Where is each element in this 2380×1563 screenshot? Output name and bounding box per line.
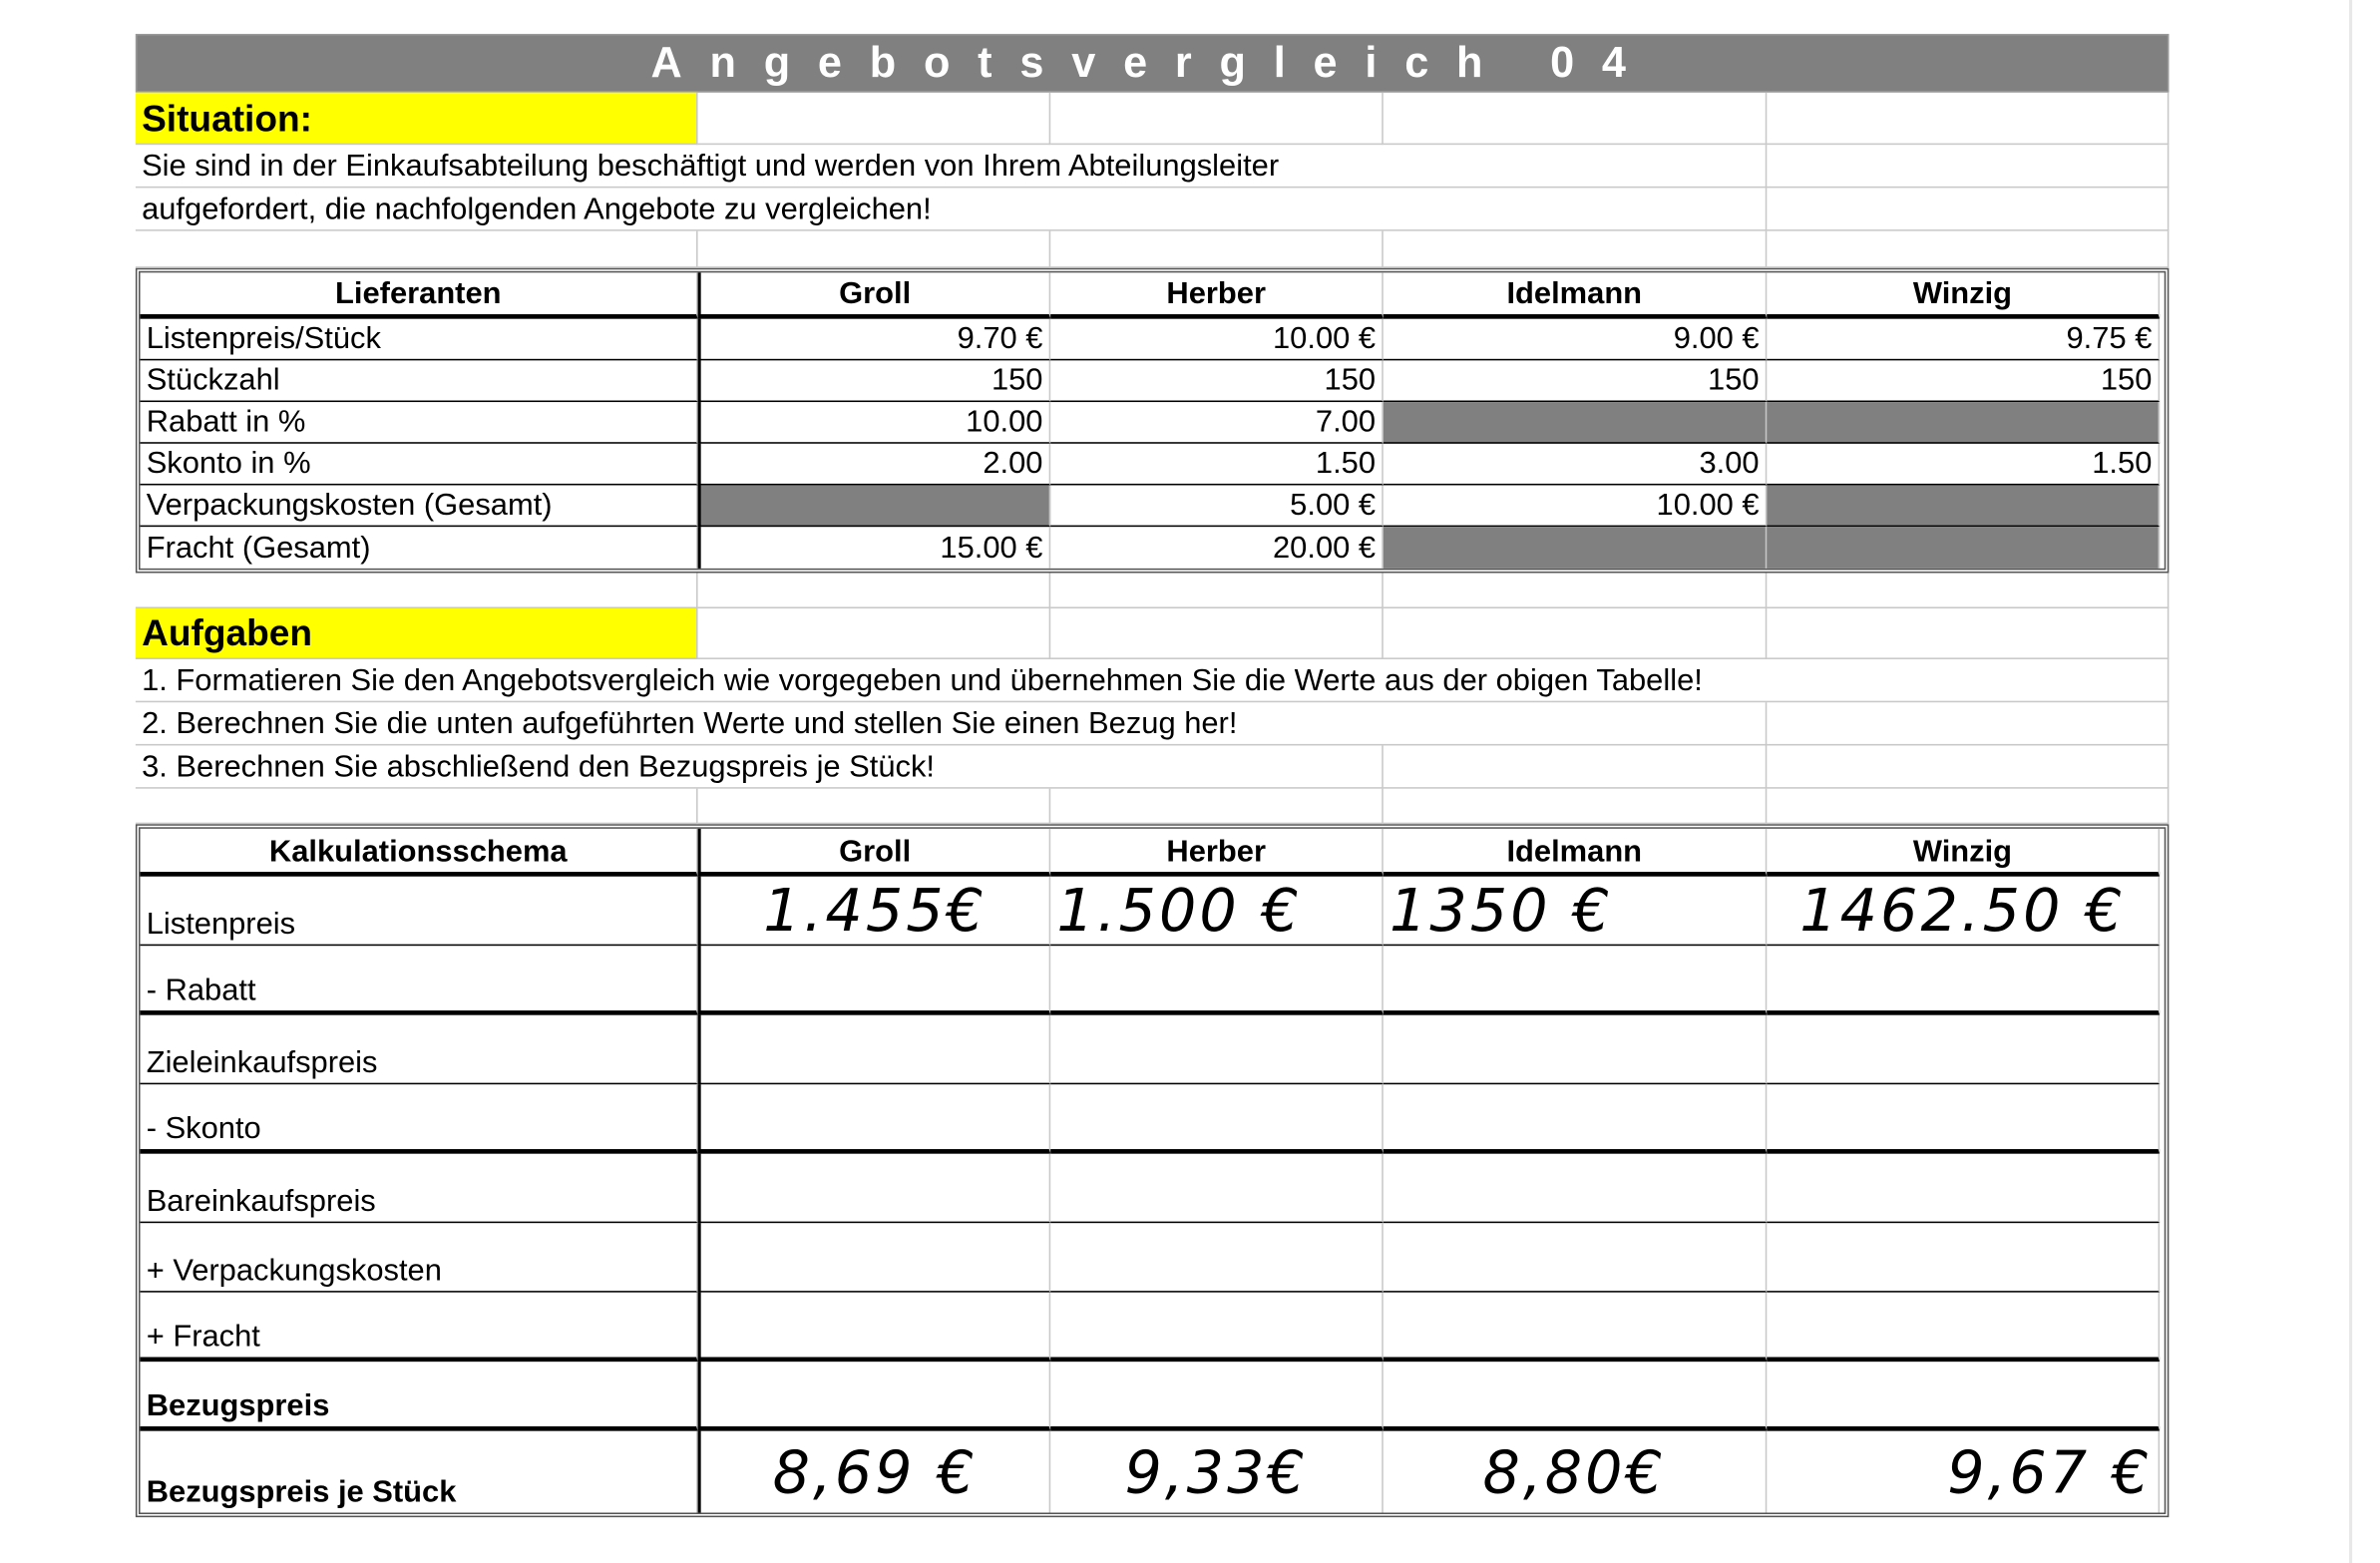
offers-header-row — [141, 272, 2165, 318]
calc-cell[interactable] — [698, 946, 1051, 1014]
empty-cell[interactable] — [1767, 93, 2169, 146]
empty-cell[interactable] — [136, 789, 698, 825]
calc-cell[interactable] — [698, 1362, 1051, 1430]
calc-row — [141, 1154, 2165, 1223]
offers-header-herber[interactable]: Herber — [1050, 272, 1384, 318]
calc-row — [141, 946, 2165, 1014]
offers-cell[interactable]: 10.00 — [698, 402, 1051, 444]
offers-row-label[interactable]: Skonto in % — [141, 444, 698, 486]
empty-cell[interactable] — [1767, 188, 2169, 230]
task-row — [136, 745, 2169, 788]
calc-row — [141, 877, 2165, 946]
empty-cell[interactable] — [1767, 745, 2169, 788]
empty-cell[interactable] — [1050, 231, 1384, 268]
offers-header-label[interactable]: Lieferanten — [141, 272, 698, 318]
task-row — [136, 702, 2169, 745]
calc-cell[interactable] — [698, 1154, 1051, 1223]
calc-cell[interactable] — [698, 1084, 1051, 1153]
calc-cell[interactable] — [1050, 1293, 1384, 1362]
calc-cell[interactable] — [1050, 1362, 1384, 1430]
offers-cell[interactable]: 150 — [698, 360, 1051, 402]
task-item-2[interactable]: 2. Berechnen Sie die unten aufgeführten Werte und stellen Sie einen Bezug her! — [136, 702, 1767, 745]
calc-cell[interactable] — [1384, 1154, 1768, 1223]
calc-header-label[interactable]: Kalkulationsschema — [141, 829, 698, 877]
empty-cell[interactable] — [1767, 573, 2169, 608]
offers-cell-blocked[interactable] — [1767, 527, 2160, 569]
calc-cell[interactable] — [1384, 1362, 1768, 1430]
empty-cell[interactable] — [1384, 789, 1768, 825]
situation-text-row — [136, 188, 2169, 230]
empty-cell[interactable] — [1384, 608, 1768, 659]
calc-cell[interactable] — [1767, 1362, 2160, 1430]
offers-row — [141, 527, 2165, 569]
calc-handwritten-value[interactable]: 8,80€ — [1384, 1431, 1768, 1513]
calc-cell[interactable] — [698, 1293, 1051, 1362]
offers-cell-blocked[interactable] — [1767, 485, 2160, 527]
empty-cell[interactable] — [1767, 608, 2169, 659]
tasks-heading[interactable]: Aufgaben — [136, 608, 698, 659]
offers-cell[interactable]: 9.00 € — [1384, 319, 1768, 361]
calc-cell[interactable] — [1767, 1084, 2160, 1153]
offers-cell-blocked[interactable] — [698, 485, 1051, 527]
offers-header-groll[interactable]: Groll — [698, 272, 1051, 318]
calculation-table — [136, 824, 2169, 1517]
calc-row-label[interactable]: - Skonto — [141, 1084, 698, 1153]
calc-row-label[interactable]: Bareinkaufspreis — [141, 1154, 698, 1223]
offers-row — [141, 444, 2165, 486]
calc-handwritten-value[interactable]: 1462.50 € — [1767, 877, 2160, 946]
offers-cell[interactable]: 2.00 — [698, 444, 1051, 486]
offers-row-label[interactable]: Stückzahl — [141, 360, 698, 402]
offers-table — [136, 268, 2169, 574]
empty-cell[interactable] — [136, 573, 698, 608]
situation-line-2[interactable]: aufgefordert, die nachfolgenden Angebote zu vergleichen! — [136, 188, 1767, 230]
calc-cell[interactable] — [1384, 1084, 1768, 1153]
calc-row-label[interactable]: + Fracht — [141, 1293, 698, 1362]
calc-cell[interactable] — [1384, 1223, 1768, 1292]
spacer-row — [136, 789, 2169, 825]
offers-cell-blocked[interactable] — [1767, 402, 2160, 444]
calc-row — [141, 1431, 2165, 1513]
offers-cell[interactable]: 1.50 — [1050, 444, 1384, 486]
offers-cell[interactable]: 1.50 — [1767, 444, 2160, 486]
task-item-3[interactable]: 3. Berechnen Sie abschließend den Bezugspreis je Stück! — [136, 745, 1384, 788]
offers-cell[interactable]: 3.00 — [1384, 444, 1768, 486]
calc-cell[interactable] — [1767, 1015, 2160, 1084]
offers-cell[interactable]: 5.00 € — [1050, 485, 1384, 527]
empty-cell[interactable] — [1050, 789, 1384, 825]
offers-cell[interactable]: 150 — [1050, 360, 1384, 402]
calc-row — [141, 1362, 2165, 1430]
offers-cell-blocked[interactable] — [1384, 402, 1768, 444]
calc-header-row — [141, 829, 2165, 877]
offers-row-label[interactable]: Verpackungskosten (Gesamt) — [141, 485, 698, 527]
empty-cell[interactable] — [1384, 745, 1768, 788]
calc-handwritten-value[interactable]: 9,33€ — [1050, 1431, 1384, 1513]
spacer-row — [136, 573, 2169, 608]
calc-cell[interactable] — [1050, 1223, 1384, 1292]
offers-cell[interactable]: 9.75 € — [1767, 319, 2160, 361]
calc-handwritten-value[interactable]: 8,69 € — [698, 1431, 1051, 1513]
offers-header-idelmann[interactable]: Idelmann — [1384, 272, 1768, 318]
worksheet-grid — [136, 34, 2169, 1517]
page-edge-divider — [2349, 0, 2352, 1563]
calc-cell[interactable] — [698, 1223, 1051, 1292]
calc-cell[interactable] — [1767, 946, 2160, 1014]
situation-heading[interactable]: Situation: — [136, 93, 698, 146]
calc-header-herber[interactable]: Herber — [1050, 829, 1384, 877]
calc-cell[interactable] — [1767, 1223, 2160, 1292]
calc-cell[interactable] — [1767, 1293, 2160, 1362]
tasks-heading-row — [136, 608, 2169, 659]
offers-cell[interactable]: 10.00 € — [1050, 319, 1384, 361]
calc-row-label[interactable]: Listenpreis — [141, 877, 698, 946]
calc-row — [141, 1015, 2165, 1084]
empty-cell[interactable] — [698, 93, 1051, 146]
calc-handwritten-value[interactable]: 9,67 € — [1767, 1431, 2160, 1513]
offers-row — [141, 402, 2165, 444]
offers-row-label[interactable]: Rabatt in % — [141, 402, 698, 444]
calc-handwritten-value[interactable]: 1350 € — [1384, 877, 1768, 946]
calc-row — [141, 1084, 2165, 1153]
situation-text-row — [136, 145, 2169, 188]
calc-cell[interactable] — [1384, 1293, 1768, 1362]
offers-cell[interactable]: 7.00 — [1050, 402, 1384, 444]
offers-header-winzig[interactable]: Winzig — [1767, 272, 2160, 318]
empty-cell[interactable] — [698, 789, 1051, 825]
calc-row-label[interactable]: Zieleinkaufspreis — [141, 1015, 698, 1084]
empty-cell[interactable] — [698, 231, 1051, 268]
calc-cell[interactable] — [698, 1015, 1051, 1084]
calc-cell[interactable] — [1767, 1154, 2160, 1223]
offers-cell-blocked[interactable] — [1384, 527, 1768, 569]
calc-row — [141, 1223, 2165, 1292]
calc-row-label[interactable]: + Verpackungskosten — [141, 1223, 698, 1292]
sheet-title: Angebotsvergleich 04 — [136, 34, 2169, 93]
calc-handwritten-value[interactable]: 1.500 € — [1050, 877, 1384, 946]
calc-header-idelmann[interactable]: Idelmann — [1384, 829, 1768, 877]
empty-cell[interactable] — [1767, 702, 2169, 745]
calc-handwritten-value[interactable]: 1.455€ — [698, 877, 1051, 946]
offers-row — [141, 360, 2165, 402]
calc-cell[interactable] — [1384, 946, 1768, 1014]
empty-cell[interactable] — [1050, 93, 1384, 146]
calc-cell[interactable] — [1050, 1015, 1384, 1084]
empty-cell[interactable] — [698, 573, 1051, 608]
empty-cell[interactable] — [1767, 145, 2169, 188]
offers-cell[interactable]: 150 — [1767, 360, 2160, 402]
empty-cell[interactable] — [1384, 573, 1768, 608]
situation-heading-row — [136, 93, 2169, 146]
offers-row — [141, 485, 2165, 527]
calc-row-label[interactable]: Bezugspreis je Stück — [141, 1431, 698, 1513]
calc-cell[interactable] — [1050, 1084, 1384, 1153]
calc-header-winzig[interactable]: Winzig — [1767, 829, 2160, 877]
calc-cell[interactable] — [1050, 946, 1384, 1014]
empty-cell[interactable] — [1050, 608, 1384, 659]
offers-row-label[interactable]: Listenpreis/Stück — [141, 319, 698, 361]
task-row — [136, 659, 2169, 702]
calc-row — [141, 1293, 2165, 1362]
empty-cell[interactable] — [1384, 231, 1768, 268]
calc-cell[interactable] — [1050, 1154, 1384, 1223]
calc-header-groll[interactable]: Groll — [698, 829, 1051, 877]
calc-row-label[interactable]: Bezugspreis — [141, 1362, 698, 1430]
task-item-1[interactable]: 1. Formatieren Sie den Angebotsvergleich wie vorgegeben und übernehmen Sie die Werte aus der obigen Tabelle! — [136, 659, 2169, 702]
offers-cell[interactable]: 150 — [1384, 360, 1768, 402]
offers-cell[interactable]: 20.00 € — [1050, 527, 1384, 569]
empty-cell[interactable] — [1384, 93, 1768, 146]
empty-cell[interactable] — [698, 608, 1051, 659]
empty-cell[interactable] — [136, 231, 698, 268]
calc-row-label[interactable]: - Rabatt — [141, 946, 698, 1014]
offers-cell[interactable]: 10.00 € — [1384, 485, 1768, 527]
situation-line-1[interactable]: Sie sind in der Einkaufsabteilung beschäftigt und werden von Ihrem Abteilungsleiter — [136, 145, 1767, 188]
offers-cell[interactable]: 9.70 € — [698, 319, 1051, 361]
spacer-row — [136, 231, 2169, 268]
calc-cell[interactable] — [1384, 1015, 1768, 1084]
empty-cell[interactable] — [1767, 231, 2169, 268]
empty-cell[interactable] — [1767, 789, 2169, 825]
offers-cell[interactable]: 15.00 € — [698, 527, 1051, 569]
offers-row-label[interactable]: Fracht (Gesamt) — [141, 527, 698, 569]
empty-cell[interactable] — [1050, 573, 1384, 608]
offers-row — [141, 319, 2165, 361]
